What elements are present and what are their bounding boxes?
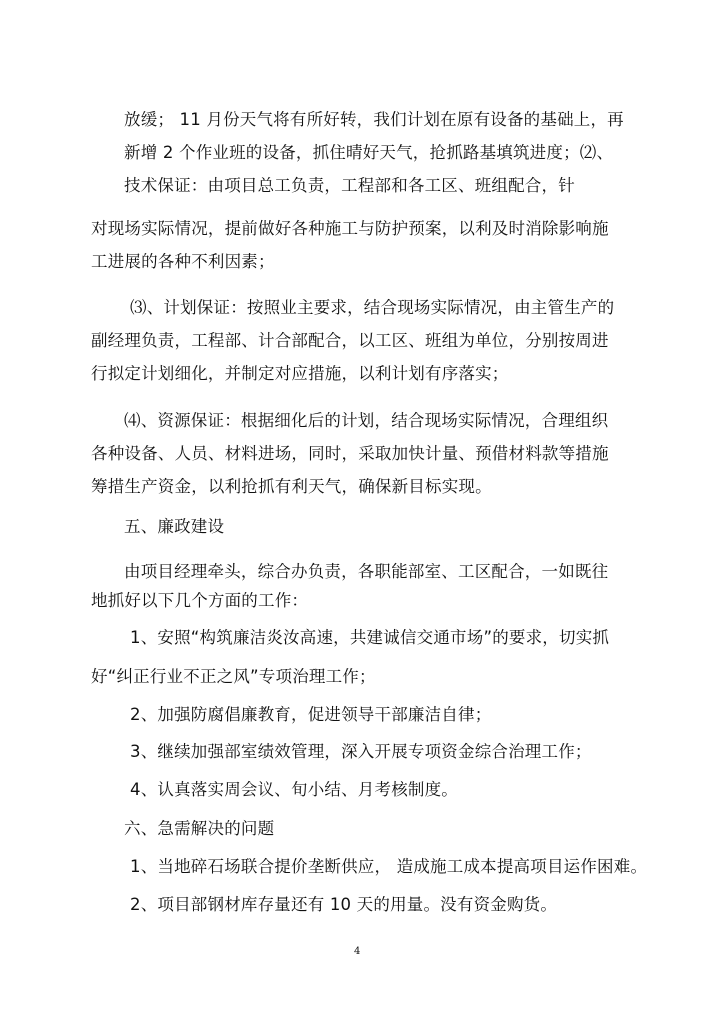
text-line-1: 放缓； 11 月份天气将有所好转，我们计划在原有设备的基础上，再 bbox=[124, 110, 624, 129]
text-line-16: 好“纠正行业不正之风”专项治理工作； bbox=[91, 667, 376, 686]
text-line-3: 技术保证：由项目总工负责，工程部和各工区、班组配合，针 bbox=[124, 176, 575, 195]
text-line-2: 新增 2 个作业班的设备，抓住晴好天气，抢抓路基填筑进度；⑵、 bbox=[124, 143, 614, 162]
text-line-15: 1、安照“构筑廉洁炎汝高速，共建诚信交通市场”的要求，切实抓 bbox=[130, 628, 610, 647]
text-line-14: 地抓好以下几个方面的工作： bbox=[91, 591, 309, 610]
text-line-21: 1、当地碎石场联合提价垄断供应， 造成施工成本提高项目运作困难。 bbox=[130, 857, 648, 876]
text-line-18: 3、继续加强部室绩效管理，深入开展专项资金综合治理工作； bbox=[130, 742, 592, 761]
text-line-11: 筹措生产资金，以利抢抓有利天气，确保新目标实现。 bbox=[91, 477, 492, 496]
text-line-17: 2、加强防腐倡廉教育，促进领导干部廉洁自律； bbox=[130, 705, 492, 724]
text-line-6: ⑶、计划保证：按照业主要求，结合现场实际情况，由主管生产的 bbox=[130, 298, 615, 317]
text-line-22: 2、项目部钢材库存量还有 10 天的用量。没有资金购货。 bbox=[130, 895, 558, 914]
text-line-13: 由项目经理牵头，综合办负责，各职能部室、工区配合，一如既往 bbox=[124, 562, 609, 581]
section-heading-5: 五、廉政建设 bbox=[124, 517, 225, 536]
text-line-19: 4、认真落实周会议、旬小结、月考核制度。 bbox=[130, 780, 458, 799]
text-line-9: ⑷、资源保证：根据细化后的计划，结合现场实际情况，合理组织 bbox=[124, 411, 609, 430]
text-line-10: 各种设备、人员、材料进场，同时，采取加快计量、预借材料款等措施 bbox=[91, 444, 609, 463]
text-line-5: 工进展的各种不利因素； bbox=[91, 252, 275, 271]
text-line-8: 行拟定计划细化，并制定对应措施，以利计划有序落实； bbox=[91, 364, 509, 383]
text-line-4: 对现场实际情况，提前做好各种施工与防护预案，以利及时消除影响施 bbox=[91, 219, 609, 238]
page-number: 4 bbox=[354, 946, 361, 957]
text-line-7: 副经理负责，工程部、计合部配合，以工区、班组为单位，分别按周进 bbox=[91, 331, 609, 350]
section-heading-6: 六、急需解决的问题 bbox=[124, 819, 275, 838]
